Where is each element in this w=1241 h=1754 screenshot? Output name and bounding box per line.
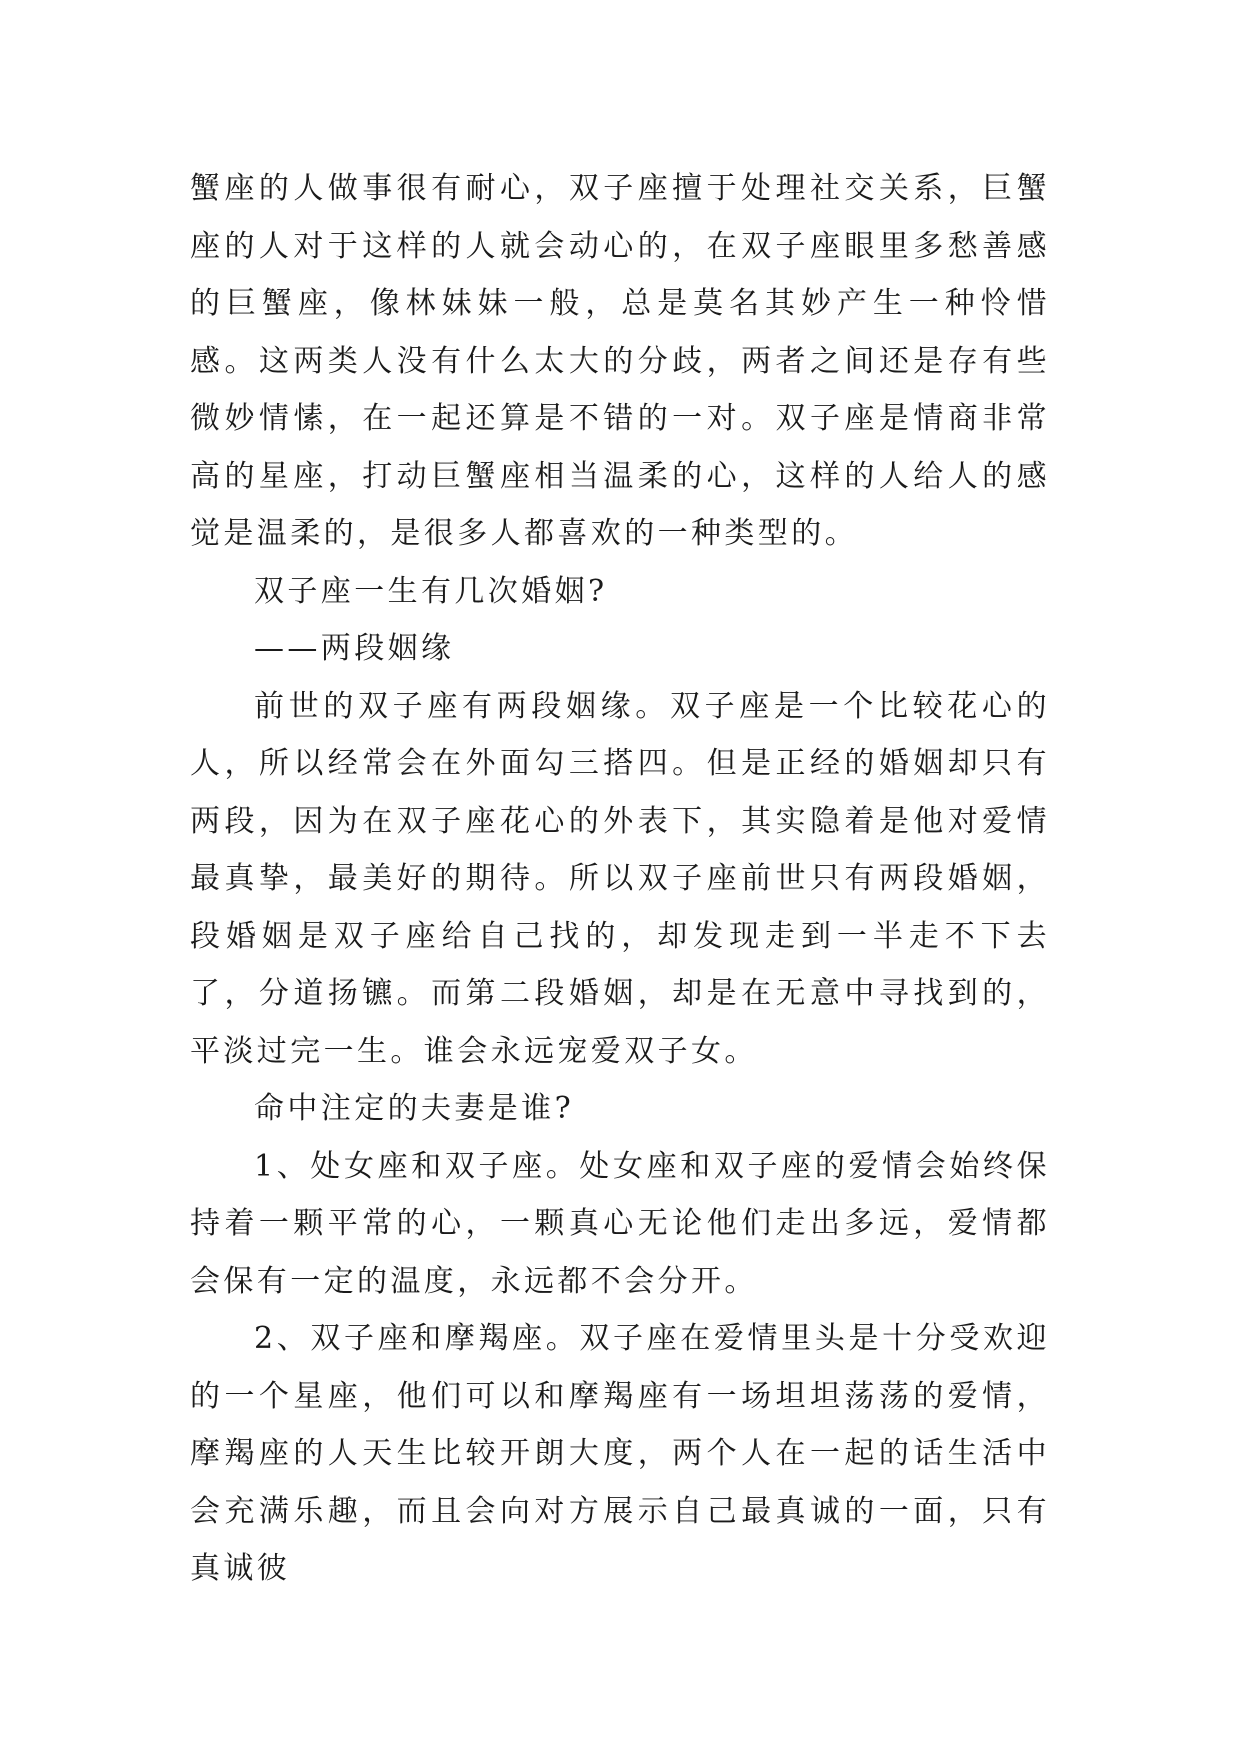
paragraph-2-question: 双子座一生有几次婚姻? <box>254 573 608 609</box>
document-body <box>190 160 1050 1598</box>
paragraph-1: 蟹座的人做事很有耐心，双子座擅于处理社交关系，巨蟹座的人对于这样的人就会动心的，在双子座眼里多愁善感的巨蟹座，像林妹妹一般，总是莫名其妙产生一种怜惜感。这两类人没有什么太大的分歧，两者之间还是存有些微妙情愫，在一起还算是不错的一对。双子座是情商非常高的星座，打动巨蟹座相当温柔的心，这样的人给人的感觉是温柔的，是很多人都喜欢的一种类型的。 <box>190 171 1050 551</box>
paragraph-4: 前世的双子座有两段姻缘。双子座是一个比较花心的人，所以经常会在外面勾三搭四。但是正经的婚姻却只有两段，因为在双子座花心的外表下，其实隐着是他对爱情最真挚，最美好的期待。所以双子座前世只有两段婚姻，段婚姻是双子座给自己找的，却发现走到一半走不下去了，分道扬镳。而第二段婚姻，却是在无意中寻找到的，平淡过完一生。谁会永远宠爱双子女。 <box>190 688 1050 1069</box>
paragraph-7-list-item: 2、双子座和摩羯座。双子座在爱情里头是十分受欢迎的一个星座，他们可以和摩羯座有一场坦坦荡荡的爱情，摩羯座的人天生比较开朗大度，两个人在一起的话生活中会充满乐趣，而且会向对方展示自己最真诚的一面，只有真诚彼 <box>190 1321 1050 1586</box>
paragraph-6-list-item: 1、处女座和双子座。处女座和双子座的爱情会始终保持着一颗平常的心，一颗真心无论他们走出多远，爱情都会保有一定的温度，永远都不会分开。 <box>190 1148 1050 1299</box>
paragraph-3-answer: ——两段姻缘 <box>254 631 455 666</box>
paragraph-5-question: 命中注定的夫妻是谁? <box>254 1091 575 1126</box>
